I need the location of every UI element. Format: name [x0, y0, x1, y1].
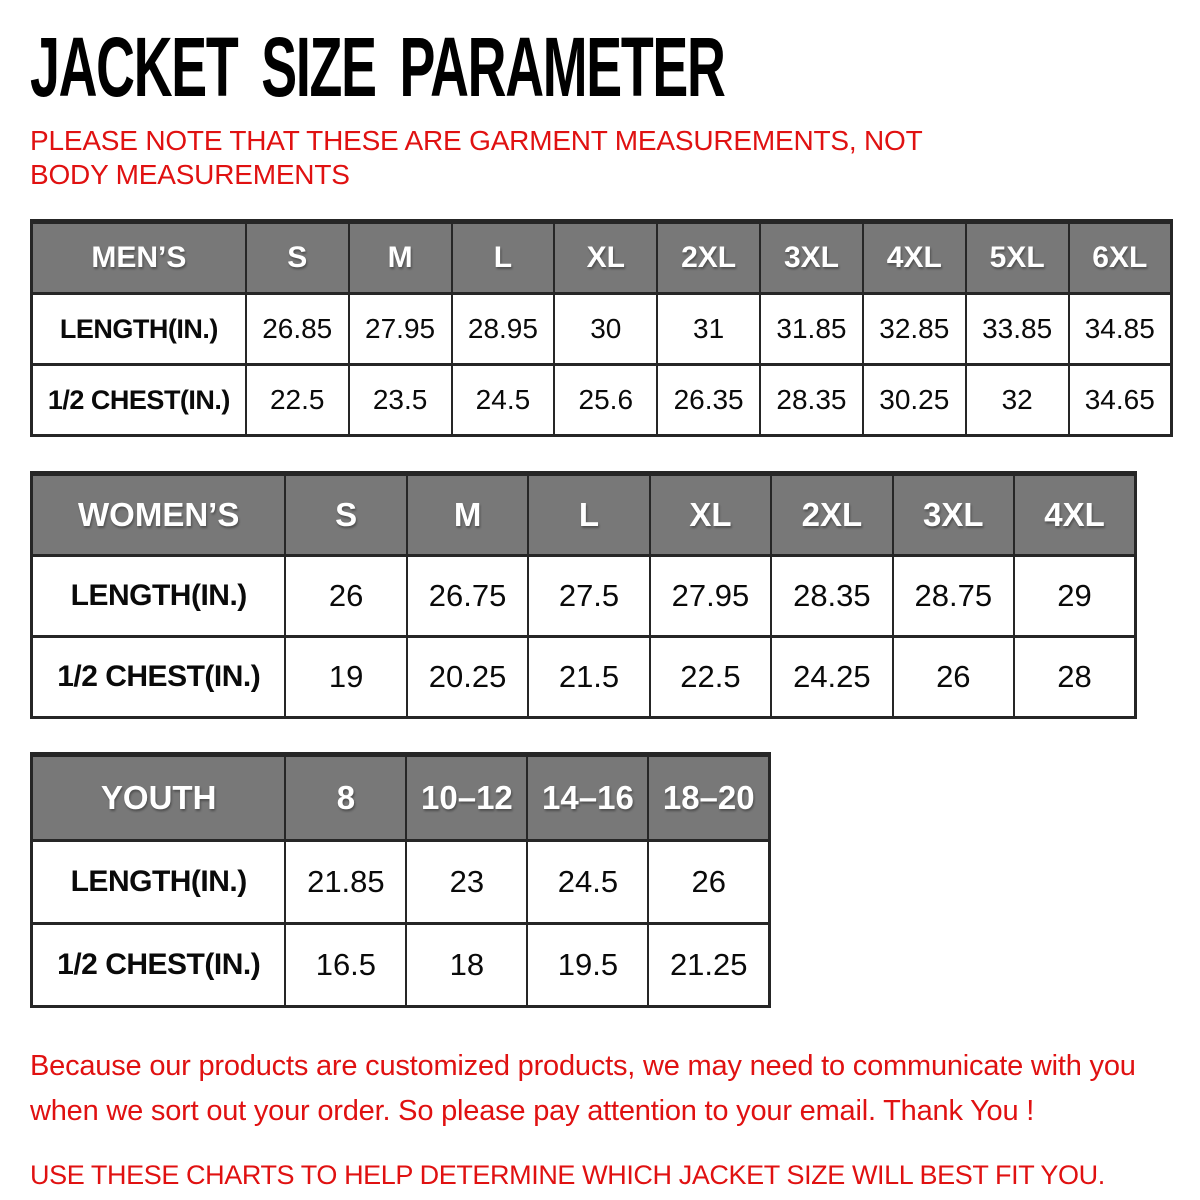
mens-size-table [30, 219, 1173, 437]
measurement-value-cell: 20.25 [407, 637, 528, 718]
size-header-cell: 3XL [760, 222, 863, 294]
measurement-value-cell: 26 [285, 556, 406, 637]
measurement-value-cell: 28 [1014, 637, 1135, 718]
table-title-cell: YOUTH [32, 755, 286, 841]
table-title-cell: WOMEN’S [32, 474, 286, 556]
measurement-value-cell: 28.35 [771, 556, 892, 637]
size-header-cell: XL [554, 222, 657, 294]
measurement-value-cell: 30 [554, 294, 657, 365]
measurement-value-cell: 28.35 [760, 365, 863, 436]
size-header-cell: M [349, 222, 452, 294]
size-header-cell: 18–20 [648, 755, 769, 841]
size-header-cell: XL [650, 474, 771, 556]
table-row [32, 841, 770, 924]
chart-usage-note: USE THESE CHARTS TO HELP DETERMINE WHICH JACKET SIZE WILL BEST FIT YOU. [30, 1160, 1105, 1191]
measurement-value-cell: 34.65 [1069, 365, 1172, 436]
measurement-value-cell: 22.5 [246, 365, 349, 436]
size-header-cell: 14–16 [527, 755, 648, 841]
measurement-value-cell: 27.95 [650, 556, 771, 637]
measurement-value-cell: 31.85 [760, 294, 863, 365]
measurement-value-cell: 26.85 [246, 294, 349, 365]
measurement-value-cell: 23 [406, 841, 527, 924]
table-row [32, 637, 1136, 718]
measurement-value-cell: 23.5 [349, 365, 452, 436]
measurement-value-cell: 33.85 [966, 294, 1069, 365]
measurement-value-cell: 31 [657, 294, 760, 365]
measurement-value-cell: 24.5 [452, 365, 555, 436]
measurement-value-cell: 24.5 [527, 841, 648, 924]
measurement-value-cell: 28.75 [893, 556, 1014, 637]
measurement-value-cell: 26.35 [657, 365, 760, 436]
size-header-cell: M [407, 474, 528, 556]
size-header-cell: 8 [285, 755, 406, 841]
row-label-cell: 1/2 CHEST(IN.) [32, 924, 286, 1007]
table-row [32, 556, 1136, 637]
size-header-cell: L [528, 474, 649, 556]
size-header-cell: S [246, 222, 349, 294]
measurement-value-cell: 32 [966, 365, 1069, 436]
mens-header-row [32, 222, 1172, 294]
measurement-value-cell: 16.5 [285, 924, 406, 1007]
measurement-value-cell: 21.25 [648, 924, 769, 1007]
page-title: JACKET SIZE PARAMETER [30, 20, 725, 114]
measurement-value-cell: 27.5 [528, 556, 649, 637]
table-row [32, 365, 1172, 436]
measurement-value-cell: 32.85 [863, 294, 966, 365]
size-header-cell: 4XL [863, 222, 966, 294]
size-header-cell: 2XL [771, 474, 892, 556]
size-header-cell: L [452, 222, 555, 294]
womens-size-table [30, 471, 1137, 719]
size-header-cell: S [285, 474, 406, 556]
garment-measurement-note: PLEASE NOTE THAT THESE ARE GARMENT MEASUREMENTS, NOT BODY MEASUREMENTS [30, 125, 923, 191]
size-header-cell: 3XL [893, 474, 1014, 556]
womens-header-row [32, 474, 1136, 556]
table-title-cell: MEN’S [32, 222, 246, 294]
measurement-value-cell: 19.5 [527, 924, 648, 1007]
size-header-cell: 10–12 [406, 755, 527, 841]
measurement-value-cell: 26 [648, 841, 769, 924]
row-label-cell: 1/2 CHEST(IN.) [32, 365, 246, 436]
measurement-value-cell: 19 [285, 637, 406, 718]
customization-notice: Because our products are customized products, we may need to communicate with you when we sort out your order. So please pay attention to your email. Thank You ! [30, 1050, 1136, 1128]
youth-size-table [30, 752, 771, 1008]
measurement-value-cell: 18 [406, 924, 527, 1007]
table-row [32, 294, 1172, 365]
measurement-value-cell: 25.6 [554, 365, 657, 436]
measurement-value-cell: 26.75 [407, 556, 528, 637]
youth-header-row [32, 755, 770, 841]
size-header-cell: 5XL [966, 222, 1069, 294]
measurement-value-cell: 28.95 [452, 294, 555, 365]
measurement-value-cell: 22.5 [650, 637, 771, 718]
measurement-value-cell: 26 [893, 637, 1014, 718]
measurement-value-cell: 21.85 [285, 841, 406, 924]
size-header-cell: 2XL [657, 222, 760, 294]
measurement-value-cell: 30.25 [863, 365, 966, 436]
row-label-cell: LENGTH(IN.) [32, 294, 246, 365]
row-label-cell: LENGTH(IN.) [32, 841, 286, 924]
row-label-cell: 1/2 CHEST(IN.) [32, 637, 286, 718]
row-label-cell: LENGTH(IN.) [32, 556, 286, 637]
size-header-cell: 4XL [1014, 474, 1135, 556]
measurement-value-cell: 27.95 [349, 294, 452, 365]
size-header-cell: 6XL [1069, 222, 1172, 294]
measurement-value-cell: 24.25 [771, 637, 892, 718]
measurement-value-cell: 34.85 [1069, 294, 1172, 365]
measurement-value-cell: 29 [1014, 556, 1135, 637]
table-row [32, 924, 770, 1007]
measurement-value-cell: 21.5 [528, 637, 649, 718]
